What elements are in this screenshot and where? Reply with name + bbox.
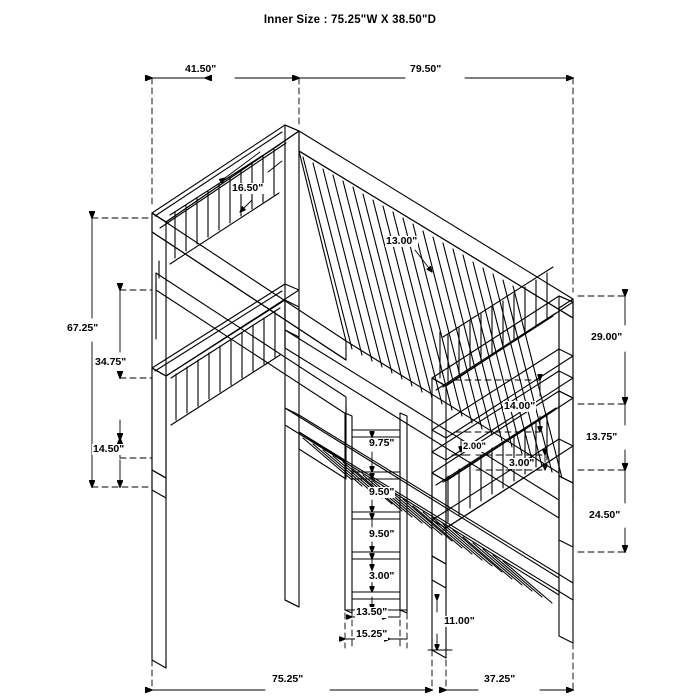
dim-right-upper-height: 29.00" xyxy=(591,331,623,343)
dim-upper-deck-height: 34.75" xyxy=(95,356,127,368)
dimension-lines xyxy=(92,78,625,690)
dim-bottom-length: 75.25" xyxy=(272,673,304,685)
dim-guardrail-height: 16.50" xyxy=(232,182,264,194)
dim-ladder-bottom: 3.00" xyxy=(369,570,395,582)
dim-right-mid-height: 13.75" xyxy=(586,431,618,443)
dim-right-rail-thickness: 2.00" xyxy=(463,441,486,452)
dim-ladder-step-1: 9.75" xyxy=(369,437,395,449)
dim-right-panel-height: 14.00" xyxy=(504,400,536,412)
dim-right-gap: 3.00" xyxy=(509,457,535,469)
dim-leg-clearance: 11.00" xyxy=(444,615,475,627)
page-title: Inner Size : 75.25"W X 38.50"D xyxy=(263,14,437,26)
dim-top-right-width: 79.50" xyxy=(410,63,442,75)
dim-total-height: 67.25" xyxy=(67,322,99,334)
dim-ladder-inner-width: 13.50" xyxy=(356,606,388,618)
dim-upper-rail-gap: 13.00" xyxy=(386,235,418,247)
dim-right-lower-height: 24.50" xyxy=(589,509,621,521)
dim-ladder-outer-width: 15.25" xyxy=(356,628,388,640)
dim-bottom-depth: 37.25" xyxy=(484,673,516,685)
dim-ladder-step-3: 9.50" xyxy=(369,528,395,540)
dim-top-left-width: 41.50" xyxy=(185,63,217,75)
dim-ladder-step-2: 9.50" xyxy=(369,486,395,498)
dim-lower-deck-height: 14.50" xyxy=(93,443,125,455)
